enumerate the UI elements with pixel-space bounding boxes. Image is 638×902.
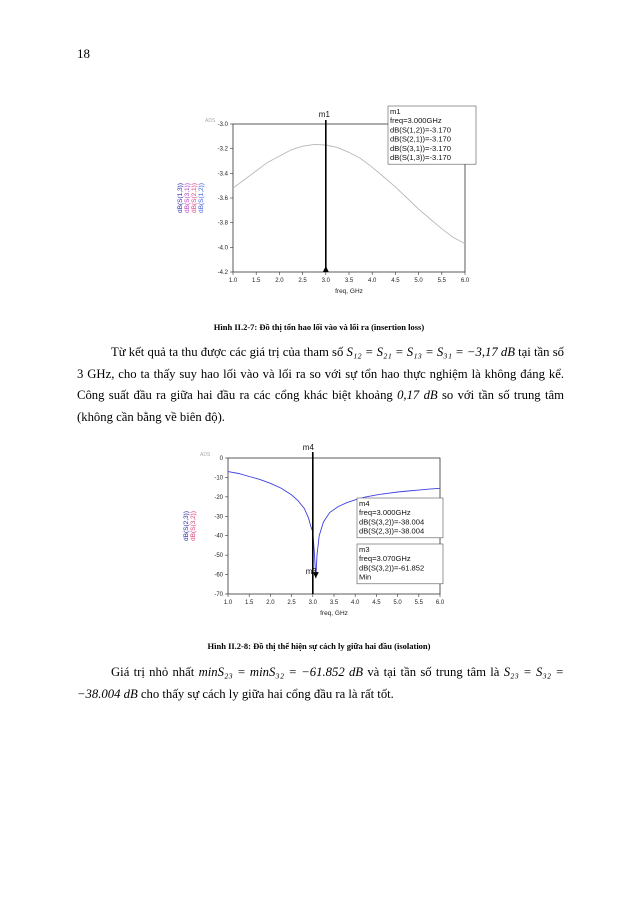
m3-readout-line: freq=3.070GHz — [359, 554, 411, 564]
m1-readout-line: dB(S(2,1))=-3.170 — [390, 134, 451, 144]
y-tick-label: -3.4 — [217, 171, 228, 178]
y-tick-label: -3.6 — [217, 196, 228, 202]
m3-readout-line: m3 — [359, 545, 370, 554]
y-tick-label: -4.2 — [217, 270, 228, 276]
para1-text-2: tại tần số 3 GHz, cho ta thấy suy hao lối vào và lối ra so với sự tổn hao thực nghiệm là không đáng kể. Công suất đầu ra giữa hai đầu ra các cổng khác biệt khoảng — [77, 345, 564, 402]
y-axis-label: dB(S(2,3)) — [183, 511, 190, 541]
m4-readout-line: dB(S(2,3))=-38.004 — [359, 526, 425, 536]
m4-readout-line: freq=3.000GHz — [359, 508, 411, 518]
y-tick-label: -3.8 — [217, 220, 228, 227]
y-tick-label: -10 — [214, 475, 223, 482]
marker-m4-label: m4 — [302, 443, 314, 452]
figure2-caption: Hình II.2-8: Đồ thị thể hiện sự cách ly giữa hai đầu (isolation) — [207, 641, 431, 651]
para1-equation: S₁₂ = S₂₁ = S₁₃ = S₃₁ = −3,17 dB — [346, 345, 515, 359]
m1-readout-line: dB(S(3,1))=-3.170 — [390, 143, 451, 153]
x-axis-label: freq, GHz — [320, 610, 348, 617]
ads-watermark: ADS — [205, 118, 216, 124]
marker-m1-triangle — [323, 266, 329, 272]
para1-equation-2: 0,17 dB — [397, 388, 438, 402]
m3-readout-line: dB(S(3,2))=-61.852 — [359, 563, 425, 573]
para2-text-1: Giá trị nhỏ nhất — [111, 665, 199, 679]
para2-equation-2: S₂₃ = S₃₂ = −38.004 dB — [77, 665, 564, 701]
y-axis-label: dB(S(1,3)) — [177, 183, 184, 213]
x-tick-label: 4.0 — [351, 600, 360, 606]
y-tick-label: 0 — [219, 456, 223, 462]
x-tick-label: 5.0 — [393, 600, 402, 606]
paragraph-1 — [77, 342, 564, 428]
y-tick-label: -3.0 — [217, 122, 228, 128]
y-tick-label: -40 — [214, 533, 223, 540]
y-tick-label: -4.0 — [217, 245, 228, 252]
x-tick-label: 3.5 — [329, 600, 339, 606]
para2-equation: minS₂₃ = minS₃₂ = −61.852 dB — [198, 665, 364, 679]
x-axis-label: freq, GHz — [335, 288, 363, 295]
x-tick-label: 2.0 — [275, 278, 284, 284]
figure1-caption: Hình II.2-7: Đồ thị tổn hao lối vào và lối ra (insertion loss) — [213, 322, 425, 332]
x-tick-label: 5.5 — [437, 278, 446, 284]
x-tick-label: 3.5 — [344, 278, 354, 284]
x-tick-label: 3.0 — [308, 600, 317, 606]
y-tick-label: -50 — [214, 553, 223, 560]
para1-text-1: Từ kết quả ta thu được các giá trị của tham số — [111, 345, 347, 359]
x-tick-label: 1.0 — [228, 278, 238, 284]
x-tick-label: 6.0 — [435, 600, 445, 606]
y-axis-label: dB(S(3,1)) — [184, 183, 191, 213]
paragraph-2 — [77, 662, 564, 705]
y-axis-label: dB(S(2,1)) — [191, 183, 198, 213]
x-tick-label: 5.5 — [414, 600, 423, 606]
m1-readout-line: dB(S(1,2))=-3.170 — [390, 125, 451, 135]
x-tick-label: 2.5 — [298, 278, 307, 284]
marker-m1-label: m1 — [318, 110, 330, 119]
m4-readout-line: m4 — [359, 499, 370, 508]
y-tick-label: -30 — [214, 514, 223, 521]
ads-watermark: ADS — [200, 452, 211, 458]
y-tick-label: -60 — [214, 572, 223, 579]
x-tick-label: 1.0 — [223, 600, 233, 606]
insertion-loss-chart — [175, 100, 505, 310]
m1-readout-line: dB(S(1,3))=-3.170 — [390, 153, 451, 162]
x-tick-label: 1.5 — [252, 278, 261, 284]
x-tick-label: 5.0 — [414, 278, 423, 284]
x-tick-label: 3.0 — [321, 278, 330, 284]
marker-m3-label: m3 — [305, 567, 317, 577]
m1-readout-line: freq=3.000GHz — [390, 116, 442, 126]
x-tick-label: 6.0 — [460, 278, 470, 284]
x-tick-label: 4.5 — [372, 600, 381, 606]
page-number: 18 — [77, 46, 90, 61]
x-tick-label: 4.0 — [368, 278, 377, 284]
para1-text-3: so với tần số trung tâm (không cần bằng về biên độ). — [77, 388, 564, 424]
x-tick-label: 2.5 — [287, 600, 296, 606]
y-tick-label: -3.2 — [217, 146, 228, 153]
m3-readout-line: Min — [359, 572, 372, 582]
m4-readout-line: dB(S(3,2))=-38.004 — [359, 517, 425, 527]
y-axis-label: dB(S(1,2)) — [198, 183, 205, 213]
y-tick-label: -20 — [214, 494, 223, 501]
x-tick-label: 1.5 — [245, 600, 254, 606]
para2-text-3: cho thấy sự cách ly giữa hai cổng đầu ra là rất tốt. — [137, 686, 394, 701]
x-tick-label: 4.5 — [391, 278, 400, 284]
isolation-chart — [175, 440, 475, 630]
y-axis-label: dB(S(3,2)) — [190, 511, 197, 541]
x-tick-label: 2.0 — [266, 600, 275, 606]
y-tick-label: -70 — [214, 592, 223, 598]
m1-readout-line: m1 — [390, 107, 401, 116]
para2-text-2: và tại tần số trung tâm là — [363, 665, 504, 679]
